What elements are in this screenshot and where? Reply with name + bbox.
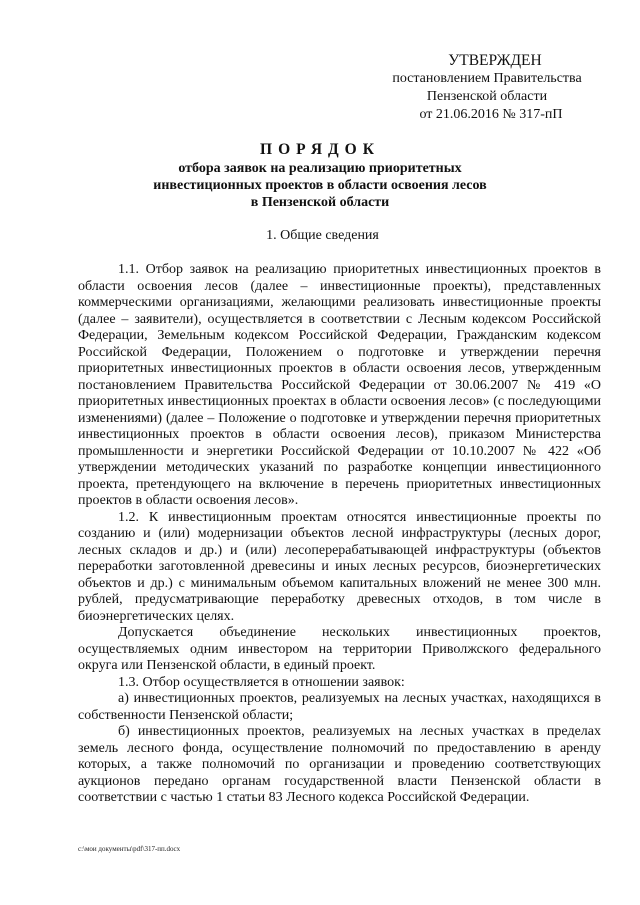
paragraph-1-3: 1.3. Отбор осуществляется в отношении заявок: — [118, 674, 405, 690]
approval-heading: УТВЕРЖДЕН — [448, 52, 542, 69]
approval-line: Пензенской области — [426, 89, 548, 104]
paragraph-1-1: 1.1. Отбор заявок на реализацию приоритетных инвестиционных проектов в области освоения лесов (далее – инвестиционные проекты), представленных коммерческими организациями, желающими реализовать инвестиционные проекты (далее – заявители), осуществляется в соответствии с Лесным кодексом Российской Федерации, Земельным кодексом Российской Федерации, Гражданским кодексом Российской Федерации, Положением о подготовке и утверждении перечня приоритетных инвестиционных проектов в области освоения лесов, утвержденным постановлением Правительства Российской Федерации от 30.06.2007 № 419 «О приоритетных инвестиционных проектах в области освоения лесов» (с последующими изменениями) (далее – Положение о подготовке и утверждении перечня приоритетных инвестиционных проектов в области освоения лесов), приказом Министерства промышленности и энергетики Российской Федерации от 10.10.2007 № 422 «Об утверждении методических указаний по разработке концепции инвестиционного проекта, претендующего на включение в перечень приоритетных инвестиционных проектов в области освоения лесов». — [78, 262, 601, 508]
title-line: в Пензенской области — [250, 195, 390, 210]
approval-line: постановлением Правительства — [392, 71, 582, 86]
document-title — [60, 140, 580, 211]
title-line: инвестиционных проектов в области освоения лесов — [153, 178, 487, 193]
document-body — [78, 262, 601, 807]
file-path-footer: c:\мои документы\pdf\317-пп.docx — [78, 845, 181, 853]
paragraph-item-a: а) инвестиционных проектов, реализуемых на лесных участках, находящихся в собственности Пензенской области; — [78, 691, 601, 723]
paragraph-1-2: 1.2. К инвестиционным проектам относятся инвестиционные проекты по созданию и (или) модернизации объектов лесной инфраструктуры (лесных дорог, лесных складов и др.) и (или) лесоперерабатывающей инфраструктуры (объектов переработки заготовленной древесины и иных лесных ресурсов, биоэнергетических объектов и др.) с минимальным объемом капитальных вложений не менее 300 млн. рублей, предусматривающие переработку древесных отходов, в том числе в биоэнергетических целях. — [78, 509, 601, 624]
paragraph-merge: Допускается объединение нескольких инвестиционных проектов, осуществляемых одним инвестором на территории Приволжского федерального округа или Пензенской области, в единый проект. — [78, 625, 601, 673]
paragraph-item-b: б) инвестиционных проектов, реализуемых на лесных участках в пределах земель лесного фонда, осуществление полномочий по предоставлению в аренду которых, а также полномочий по организации и проведению соответствующих аукционов передано органам государственной власти Пензенской области в соответствии с частью 1 статьи 83 Лесного кодекса Российской Федерации. — [78, 724, 601, 805]
section-heading: 1. Общие сведения — [266, 228, 379, 243]
approval-date: от 21.06.2016 № 317-пП — [419, 107, 563, 122]
title-line: отбора заявок на реализацию приоритетных — [178, 161, 462, 176]
title-order: ПОРЯДОК — [260, 141, 380, 158]
approval-stamp — [372, 52, 602, 124]
